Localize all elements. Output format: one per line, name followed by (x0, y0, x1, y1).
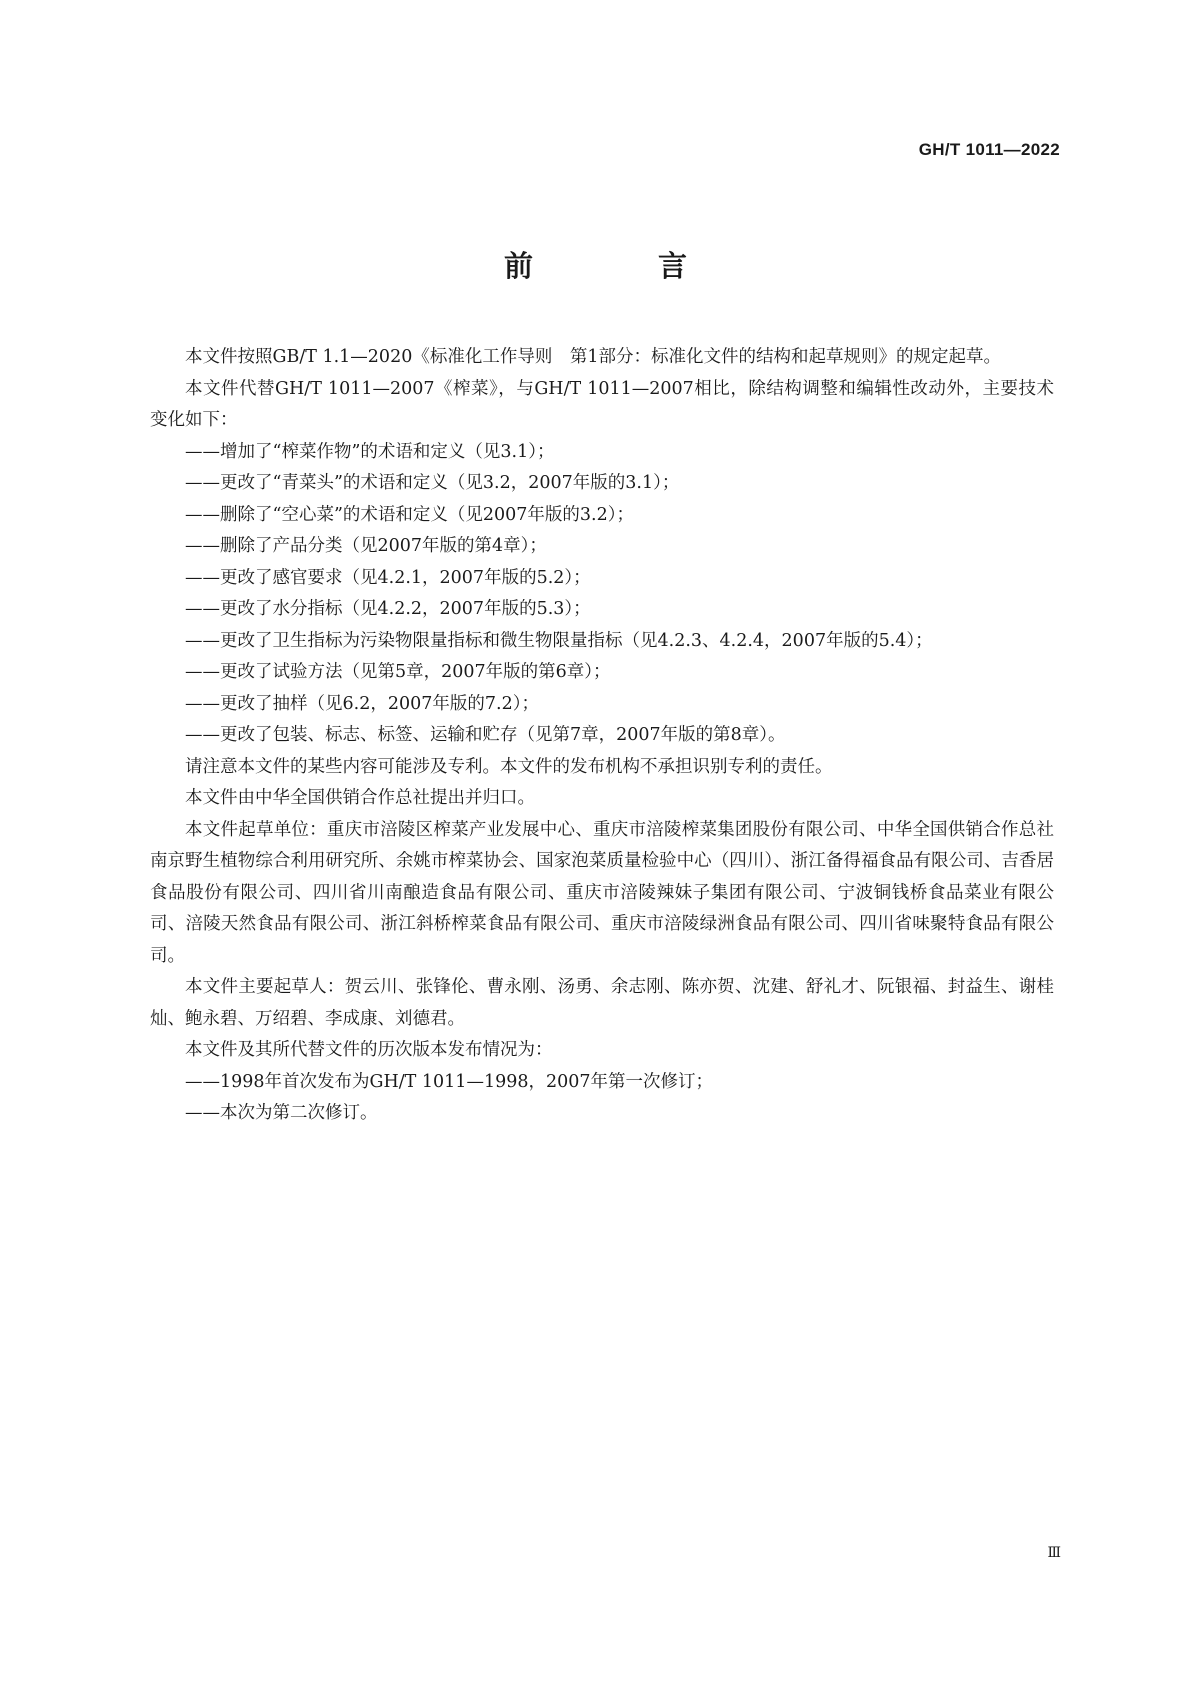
paragraph-drafters: 本文件主要起草人：贺云川、张锋伦、曹永刚、汤勇、余志刚、陈亦贺、沈建、舒礼才、阮银福、封益生、谢桂灿、鲍永碧、万绍碧、李成康、刘德君。 (150, 977, 1054, 1029)
list-item-change: ——删除了“空心菜”的术语和定义（见2007年版的3.2）； (185, 504, 635, 525)
list-item-history: ——1998年首次发布为GH/T 1011—1998，2007年第一次修订； (185, 1071, 714, 1092)
foreword-body (150, 342, 1054, 1130)
paragraph-version-history: 本文件及其所代替文件的历次版本发布情况为： (185, 1040, 553, 1060)
paragraph-patent-notice: 请注意本文件的某些内容可能涉及专利。本文件的发布机构不承担识别专利的责任。 (185, 756, 833, 777)
list-item-change: ——更改了水分指标（见4.2.2，2007年版的5.3）； (185, 599, 591, 619)
standard-code: GH/T 1011—2022 (918, 140, 1060, 159)
list-item-change: ——更改了“青菜头”的术语和定义（见3.2，2007年版的3.1）； (185, 473, 680, 493)
list-item-change: ——删除了产品分类（见2007年版的第4章）； (185, 536, 547, 556)
list-item-change: ——更改了感官要求（见4.2.1，2007年版的5.2）； (185, 567, 591, 588)
list-item-change: ——更改了抽样（见6.2，2007年版的7.2）； (185, 693, 539, 714)
list-item-change: ——更改了试验方法（见第5章，2007年版的第6章）； (185, 662, 611, 682)
paragraph-replacement: 本文件代替GH/T 1011—2007《榨菜》，与GH/T 1011—2007相比，除结构调整和编辑性改动外，主要技术变化如下： (150, 378, 1054, 430)
page-number: Ⅲ (1047, 1545, 1061, 1561)
list-item-change: ——增加了“榨菜作物”的术语和定义（见3.1）； (185, 441, 555, 462)
paragraph-proposer: 本文件由中华全国供销合作总社提出并归口。 (185, 788, 535, 808)
paragraph-drafting-units: 本文件起草单位：重庆市涪陵区榨菜产业发展中心、重庆市涪陵榨菜集团股份有限公司、中华全国供销合作总社南京野生植物综合利用研究所、余姚市榨菜协会、国家泡菜质量检验中心（四川）、浙江备得福食品有限公司、吉香居食品股份有限公司、四川省川南酿造食品有限公司、重庆市涪陵辣妹子集团有限公司、宁波铜钱桥食品菜业有限公司、涪陵天然食品有限公司、浙江斜桥榨菜食品有限公司、重庆市涪陵绿洲食品有限公司、四川省味聚特食品有限公司。 (150, 819, 1054, 966)
paragraph-drafting-rules: 本文件按照GB/T 1.1—2020《标准化工作导则 第1部分：标准化文件的结构和起草规则》的规定起草。 (185, 347, 1001, 367)
list-item-change: ——更改了包装、标志、标签、运输和贮存（见第7章，2007年版的第8章）。 (185, 725, 786, 745)
list-item-change: ——更改了卫生指标为污染物限量指标和微生物限量指标（见4.2.3、4.2.4，2007年版的5.4）； (185, 630, 933, 651)
page-title: 前 言 (503, 249, 735, 283)
list-item-history: ——本次为第二次修订。 (185, 1103, 378, 1123)
